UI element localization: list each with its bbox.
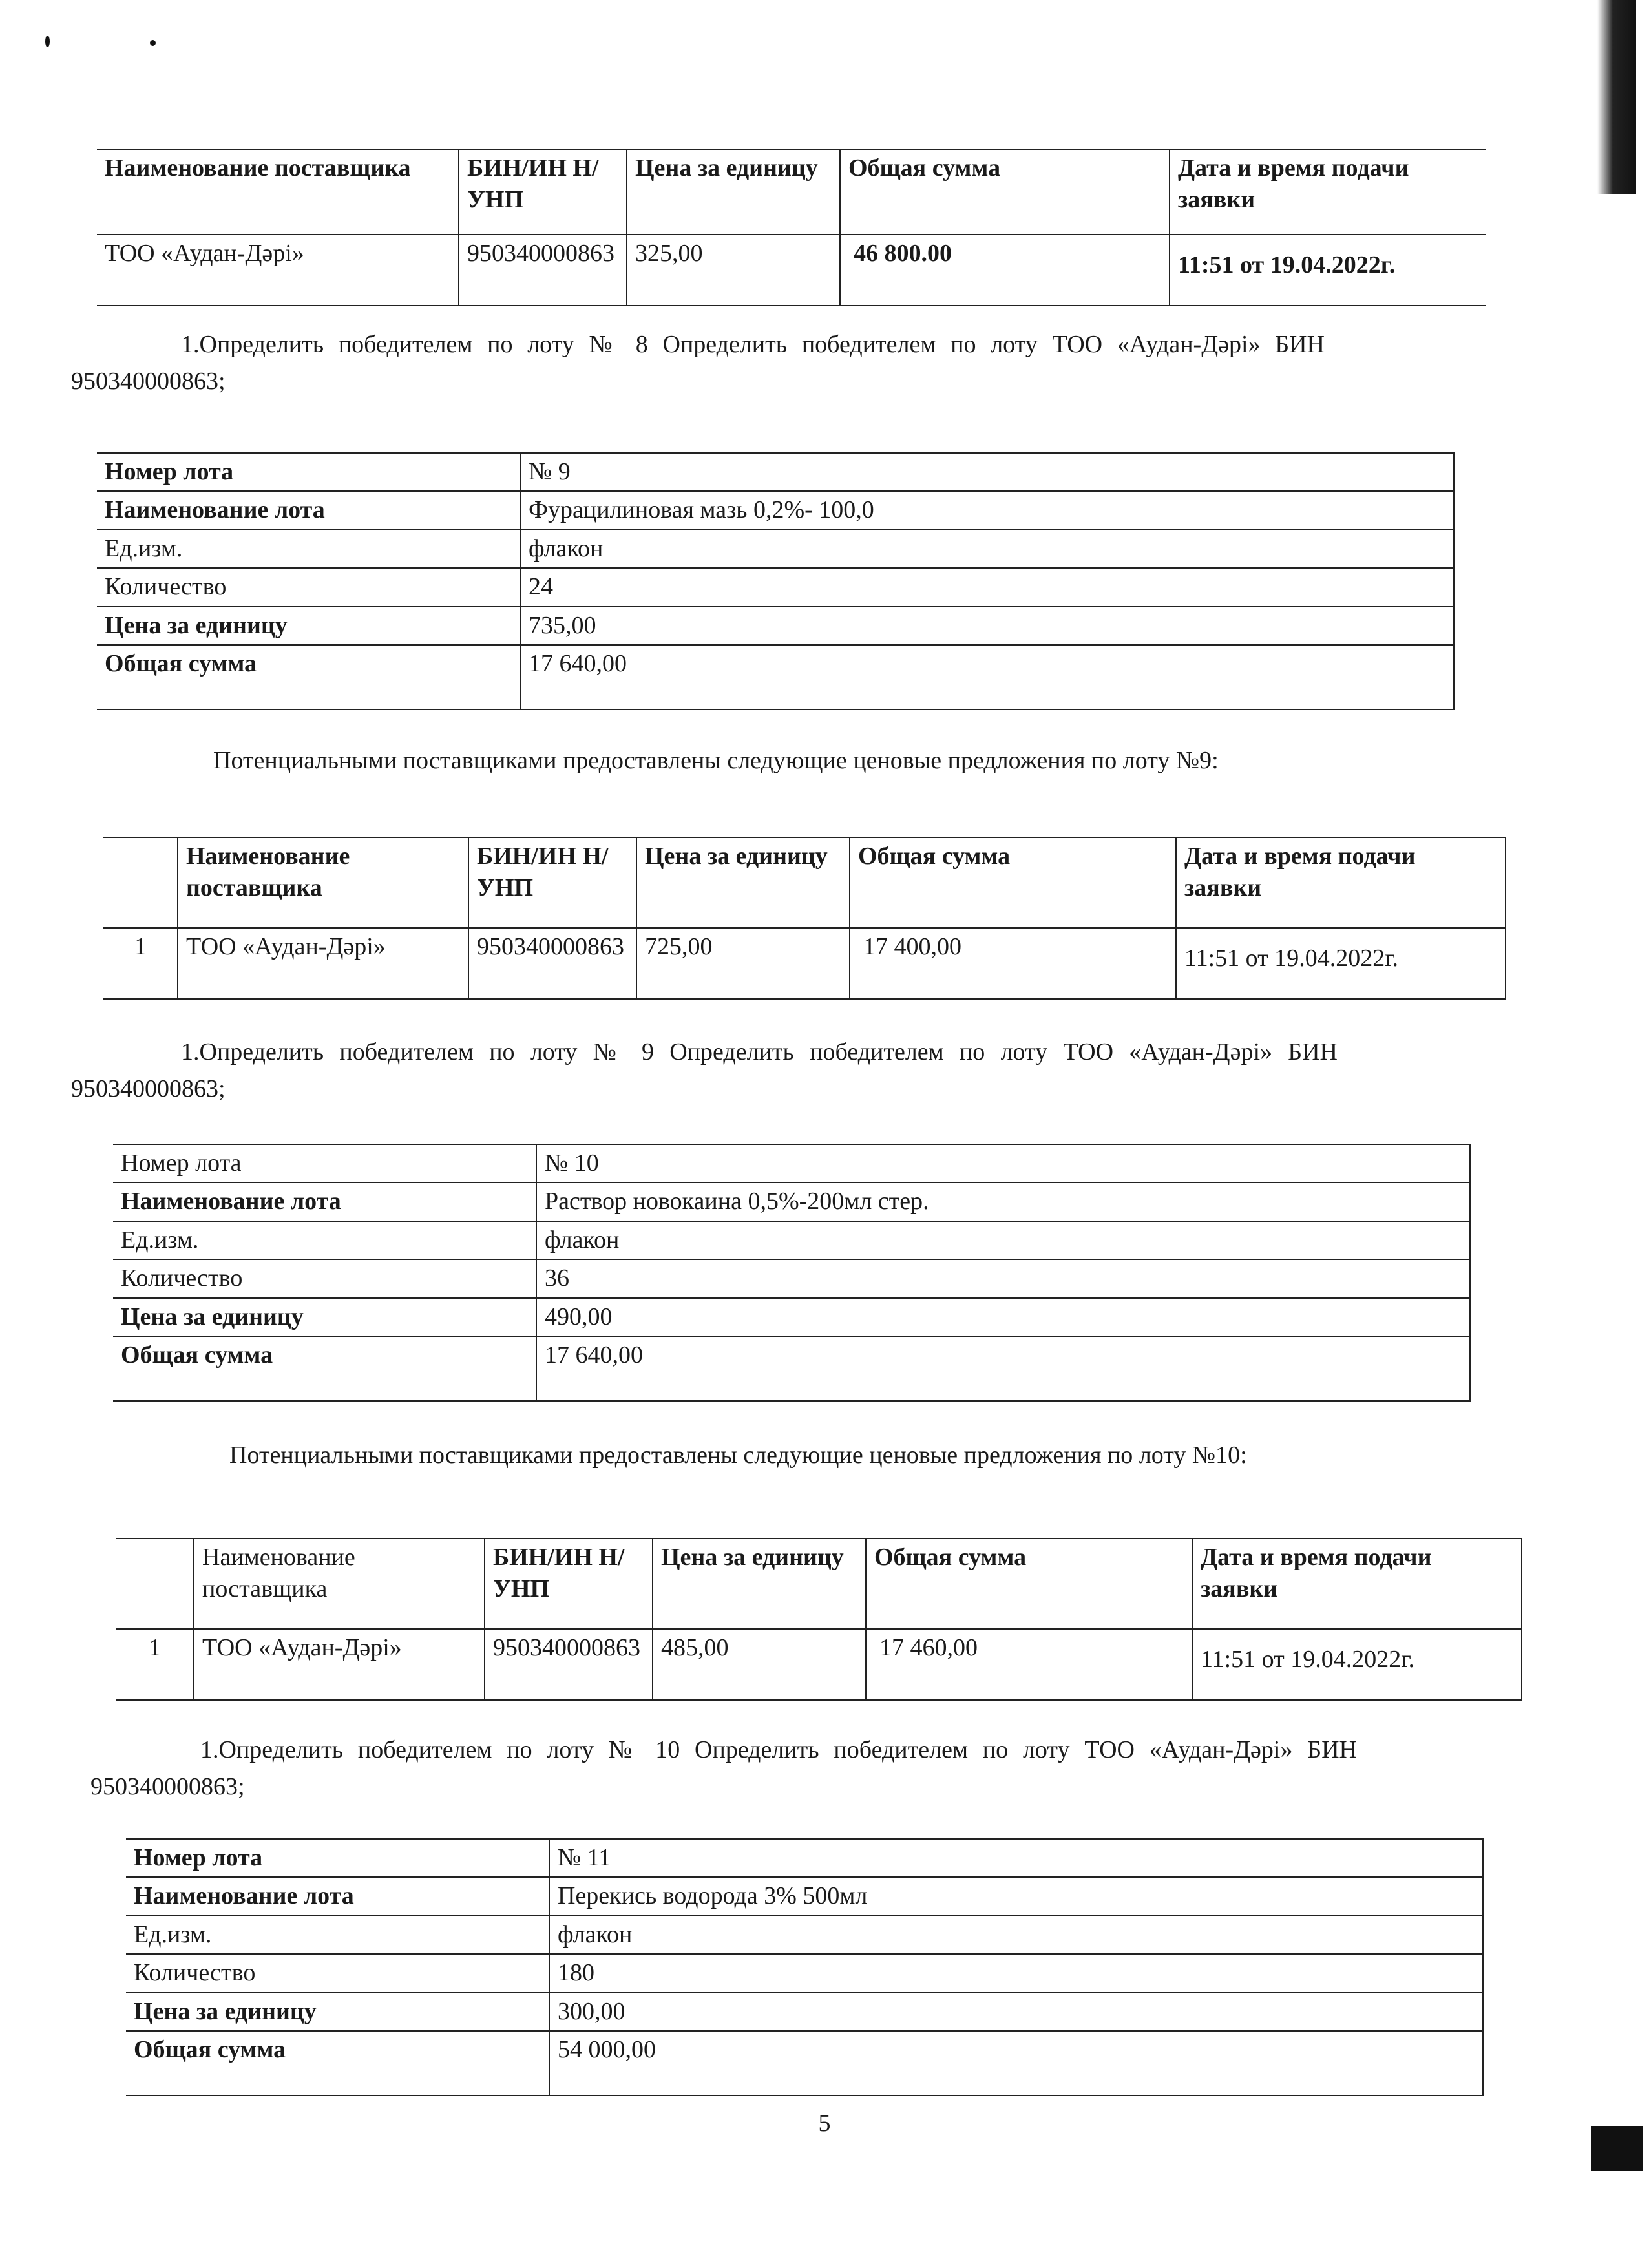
table-row — [97, 453, 1454, 491]
scan-dot — [45, 36, 50, 47]
value-lot-number: № 10 — [536, 1144, 1470, 1182]
cell-bin: 950340000863 — [459, 235, 627, 306]
table-row — [97, 607, 1454, 645]
cell-date: 11:51 от 19.04.2022г. — [1170, 235, 1486, 306]
header-index — [103, 837, 178, 928]
table-row — [113, 1182, 1470, 1221]
label-lot-number: Номер лота — [113, 1144, 536, 1182]
table-row — [126, 1954, 1483, 1992]
header-bin: БИН/ИН Н/УНП — [468, 837, 636, 928]
table-row — [126, 1839, 1483, 1877]
header-date: Дата и время подачи заявки — [1176, 837, 1506, 928]
value-price: 735,00 — [520, 607, 1454, 645]
cell-date: 11:51 от 19.04.2022г. — [1192, 1629, 1522, 1700]
label-lot-number: Номер лота — [126, 1839, 549, 1877]
header-date: Дата и время подачи заявки — [1170, 149, 1486, 235]
table-header-row — [116, 1538, 1522, 1629]
table-row — [126, 2031, 1483, 2095]
table-row — [113, 1259, 1470, 1297]
cell-price: 725,00 — [636, 928, 850, 999]
header-price: Цена за единицу — [653, 1538, 866, 1629]
decision-lot9: 1.Определить победителем по лоту № 9 Определить победителем по лоту ТОО «Аудан-Дәрі» БИН 950340000863; — [71, 1038, 1338, 1102]
offers-intro-lot10: Потенциальными поставщиками предоставлены следующие ценовые предложения по лоту №10: — [229, 1442, 1247, 1469]
value-lot-name: Раствор новокаина 0,5%-200мл стер. — [536, 1182, 1470, 1221]
table-row — [97, 235, 1486, 306]
scan-edge-mark-bottom — [1591, 2126, 1643, 2171]
table-row — [97, 645, 1454, 709]
cell-total: 17 460,00 — [866, 1629, 1192, 1700]
cell-price: 485,00 — [653, 1629, 866, 1700]
table-row — [116, 1629, 1522, 1700]
lot-spec-table-lot9 — [97, 452, 1455, 710]
table-row — [97, 568, 1454, 606]
cell-index: 1 — [116, 1629, 194, 1700]
cell-total: 46 800.00 — [840, 235, 1170, 306]
table-row — [126, 1993, 1483, 2031]
value-unit: флакон — [536, 1221, 1470, 1259]
header-supplier-name: Наименование поставщика — [97, 149, 459, 235]
cell-bin: 950340000863 — [485, 1629, 653, 1700]
decision-lot8: 1.Определить победителем по лоту № 8 Определить победителем по лоту ТОО «Аудан-Дәрі» БИН 950340000863; — [71, 331, 1325, 395]
value-price: 490,00 — [536, 1298, 1470, 1336]
header-total: Общая сумма — [840, 149, 1170, 235]
label-unit: Ед.изм. — [113, 1221, 536, 1259]
table-row — [97, 491, 1454, 529]
cell-total: 17 400,00 — [850, 928, 1176, 999]
cell-supplier-name: ТОО «Аудан-Дәрі» — [178, 928, 468, 999]
label-unit: Ед.изм. — [126, 1916, 549, 1954]
label-qty: Количество — [97, 568, 520, 606]
label-unit: Ед.изм. — [97, 530, 520, 568]
header-bin: БИН/ИН Н/УНП — [459, 149, 627, 235]
lot-spec-table-lot10 — [113, 1144, 1471, 1402]
label-total: Общая сумма — [97, 645, 520, 709]
table-row — [103, 928, 1506, 999]
value-lot-name: Фурацилиновая мазь 0,2%- 100,0 — [520, 491, 1454, 529]
header-total: Общая сумма — [850, 837, 1176, 928]
label-price: Цена за единицу — [97, 607, 520, 645]
table-row — [113, 1298, 1470, 1336]
decision-lot10: 1.Определить победителем по лоту № 10 Определить победителем по лоту ТОО «Аудан-Дәрі» БИН 950340000863; — [90, 1736, 1357, 1800]
label-price: Цена за единицу — [126, 1993, 549, 2031]
header-bin: БИН/ИН Н/УНП — [485, 1538, 653, 1629]
table-row — [113, 1221, 1470, 1259]
header-price: Цена за единицу — [627, 149, 840, 235]
label-total: Общая сумма — [126, 2031, 549, 2095]
supplier-offers-table-lot8 — [97, 149, 1486, 306]
cell-supplier-name: ТОО «Аудан-Дәрі» — [194, 1629, 485, 1700]
header-total: Общая сумма — [866, 1538, 1192, 1629]
value-total: 17 640,00 — [536, 1336, 1470, 1401]
label-qty: Количество — [113, 1259, 536, 1297]
value-price: 300,00 — [549, 1993, 1483, 2031]
scan-dot — [150, 40, 156, 46]
label-qty: Количество — [126, 1954, 549, 1992]
lot-spec-table-lot11 — [126, 1838, 1484, 2096]
label-total: Общая сумма — [113, 1336, 536, 1401]
label-lot-name: Наименование лота — [113, 1182, 536, 1221]
scan-edge-mark-top — [1597, 0, 1636, 194]
header-supplier-name: Наименование поставщика — [194, 1538, 485, 1629]
cell-supplier-name: ТОО «Аудан-Дәрі» — [97, 235, 459, 306]
header-date: Дата и время подачи заявки — [1192, 1538, 1522, 1629]
header-index — [116, 1538, 194, 1629]
supplier-offers-table-lot10 — [116, 1538, 1522, 1701]
offers-intro-lot9: Потенциальными поставщиками предоставлены следующие ценовые предложения по лоту №9: — [213, 747, 1219, 774]
cell-date: 11:51 от 19.04.2022г. — [1176, 928, 1506, 999]
cell-bin: 950340000863 — [468, 928, 636, 999]
page-number: 5 — [818, 2110, 831, 2137]
table-row — [113, 1336, 1470, 1401]
value-lot-number: № 11 — [549, 1839, 1483, 1877]
cell-price: 325,00 — [627, 235, 840, 306]
supplier-offers-table-lot9 — [103, 837, 1506, 1000]
value-total: 17 640,00 — [520, 645, 1454, 709]
table-row — [126, 1877, 1483, 1915]
header-supplier-name: Наименование поставщика — [178, 837, 468, 928]
value-qty: 36 — [536, 1259, 1470, 1297]
cell-index: 1 — [103, 928, 178, 999]
table-header-row — [103, 837, 1506, 928]
value-qty: 180 — [549, 1954, 1483, 1992]
table-row — [113, 1144, 1470, 1182]
label-lot-name: Наименование лота — [97, 491, 520, 529]
header-price: Цена за единицу — [636, 837, 850, 928]
label-lot-number: Номер лота — [97, 453, 520, 491]
label-price: Цена за единицу — [113, 1298, 536, 1336]
value-unit: флакон — [520, 530, 1454, 568]
value-qty: 24 — [520, 568, 1454, 606]
table-row — [97, 530, 1454, 568]
value-total: 54 000,00 — [549, 2031, 1483, 2095]
label-lot-name: Наименование лота — [126, 1877, 549, 1915]
value-unit: флакон — [549, 1916, 1483, 1954]
table-header-row — [97, 149, 1486, 235]
table-row — [126, 1916, 1483, 1954]
value-lot-number: № 9 — [520, 453, 1454, 491]
value-lot-name: Перекись водорода 3% 500мл — [549, 1877, 1483, 1915]
